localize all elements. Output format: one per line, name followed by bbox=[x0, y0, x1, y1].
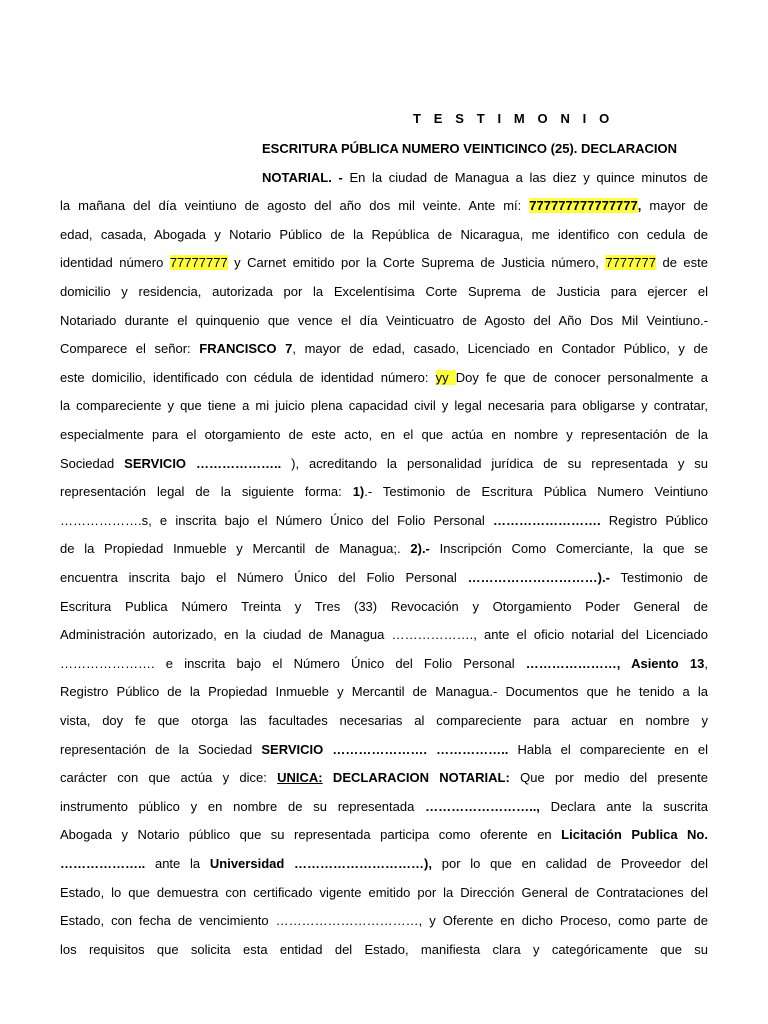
text-segment: ESCRITURA PÚBLICA NUMERO VEINTICINCO (25). DECLARACION bbox=[262, 141, 678, 156]
text-segment: Registro Público bbox=[600, 512, 708, 528]
text-line bbox=[60, 540, 708, 557]
text-segment: los requisitos que solicita esta entidad del Estado, manifiesta clara y categóricamente que su bbox=[60, 941, 708, 957]
text-segment: SERVICIO ……………….. bbox=[124, 455, 292, 471]
text-segment: mayor de bbox=[641, 198, 708, 214]
text-segment: representación de la Sociedad bbox=[60, 741, 262, 757]
text-segment: Estado, con fecha de vencimiento ……………………………, y Oferente en dicho Proceso, como parte de bbox=[60, 913, 708, 929]
text-segment: Escritura Publica Número Treinta y Tres (33) Revocación y Otorgamiento Poder General de bbox=[60, 598, 708, 614]
text-segment: especialmente para el otorgamiento de este acto, en el que actúa en nombre y representación de la bbox=[60, 427, 708, 442]
text-segment: Doy fe que de conocer personalmente a bbox=[455, 369, 708, 385]
text-line bbox=[60, 340, 708, 357]
text-segment: carácter con que actúa y dice: bbox=[60, 770, 278, 786]
text-segment: Declara ante la suscrita bbox=[539, 798, 708, 814]
text-line bbox=[60, 826, 708, 843]
text-segment: de la Propiedad Inmueble y Mercantil de Managua;. bbox=[60, 541, 411, 557]
text-line bbox=[60, 598, 708, 615]
text-line bbox=[60, 483, 708, 500]
text-segment: , bbox=[704, 655, 708, 671]
text-segment: la compareciente y que tiene a mi juicio plena capacidad civil y legal necesaria para obligarse y contratar, bbox=[60, 398, 708, 414]
document-title: T E S T I M O N I O bbox=[413, 111, 614, 126]
text-segment: ……………….s, e inscrita bajo el Número Único del Folio Personal bbox=[60, 512, 493, 528]
text-segment: 1) bbox=[352, 484, 365, 500]
text-segment: UNICA: bbox=[277, 770, 323, 786]
text-line bbox=[60, 569, 708, 586]
text-segment: .- Testimonio de Escritura Pública Numero Veintiuno bbox=[364, 484, 708, 500]
text-line bbox=[60, 912, 708, 929]
text-line bbox=[60, 798, 708, 815]
text-segment: Universidad …………………………), bbox=[209, 856, 432, 871]
text-line bbox=[60, 855, 708, 872]
text-segment: ……………….. bbox=[60, 856, 155, 871]
text-line bbox=[60, 741, 708, 758]
text-segment: Registro Público de la Propiedad Inmueble y Mercantil de Managua.- Documentos que he tenido a la bbox=[60, 684, 708, 700]
text-line bbox=[262, 140, 708, 157]
text-segment: y Carnet emitido por la Corte Suprema de Justicia número, bbox=[227, 255, 606, 271]
text-segment: Estado, lo que demuestra con certificado vigente emitido por la Dirección General de Contrataciones del bbox=[60, 884, 708, 900]
text-segment: instrumento público y en nombre de su representada bbox=[60, 798, 426, 814]
text-segment: NOTARIAL. - bbox=[262, 169, 350, 185]
text-line bbox=[60, 769, 708, 786]
text-segment: Abogada y Notario público que su representada participa como oferente en bbox=[60, 827, 562, 843]
text-line bbox=[60, 254, 708, 271]
text-segment: identidad número bbox=[60, 255, 170, 271]
text-line bbox=[60, 397, 708, 414]
text-line bbox=[60, 655, 708, 672]
text-segment: ), acreditando la personalidad jurídica de su representada y su bbox=[291, 455, 708, 471]
highlighted-field: 7777777 bbox=[605, 255, 656, 271]
text-line bbox=[60, 683, 708, 700]
text-line bbox=[262, 169, 708, 186]
text-segment: SERVICIO …………………. …………….. bbox=[261, 741, 509, 757]
text-segment: Sociedad bbox=[60, 455, 125, 471]
text-segment: FRANCISCO 7 bbox=[199, 341, 293, 357]
text-segment: Comparece el señor: bbox=[60, 341, 200, 357]
text-segment: domicilio y residencia, autorizada por la Excelentísima Corte Suprema de Justicia para ejercer el bbox=[60, 284, 708, 299]
text-segment: …………………. e inscrita bajo el Número Único del Folio Personal bbox=[60, 655, 526, 671]
text-segment: por lo que en calidad de Proveedor del bbox=[432, 856, 708, 871]
text-line bbox=[60, 283, 708, 300]
text-line bbox=[60, 226, 708, 243]
highlighted-field: 777777777777777 bbox=[529, 198, 638, 214]
text-line bbox=[60, 884, 708, 901]
text-line bbox=[60, 712, 708, 729]
text-segment: la mañana del día veintiuno de agosto del año dos mil veinte. Ante mí: bbox=[60, 198, 530, 214]
text-line bbox=[60, 197, 708, 214]
text-segment: representación legal de la siguiente forma: bbox=[60, 484, 353, 500]
text-segment: ante la bbox=[154, 856, 210, 871]
text-segment: Que por medio del presente bbox=[509, 770, 708, 786]
text-line bbox=[60, 455, 708, 472]
text-segment: vista, doy fe que otorga las facultades necesarias al compareciente para actuar en nombre y bbox=[60, 713, 708, 728]
text-segment: …………………………).- bbox=[467, 570, 610, 585]
text-segment: edad, casada, Abogada y Notario Público de la República de Nicaragua, me identifico con cedula de bbox=[60, 226, 708, 242]
text-segment: de este bbox=[656, 255, 708, 271]
text-segment: Testimonio de bbox=[609, 570, 708, 585]
highlighted-field: yy bbox=[435, 369, 456, 385]
text-line bbox=[60, 369, 708, 386]
text-segment: 2).- bbox=[410, 541, 430, 557]
text-segment: ……………………. bbox=[492, 512, 601, 528]
text-segment: Administración autorizado, en la ciudad de Managua ………………., ante el oficio notarial del Licenciado bbox=[60, 627, 708, 643]
text-segment: En la ciudad de Managua a las diez y quince minutos de bbox=[349, 169, 709, 185]
text-line bbox=[60, 941, 708, 958]
text-segment: encuentra inscrita bajo el Número Único del Folio Personal bbox=[60, 570, 468, 585]
highlighted-field: 77777777 bbox=[169, 255, 228, 271]
text-segment: Notariado durante el quinquenio que vence el día Veinticuatro de Agosto del Año Dos Mil Veintiuno.- bbox=[60, 312, 708, 328]
text-segment: DECLARACION NOTARIAL: bbox=[322, 770, 510, 786]
text-segment: Licitación Publica No. bbox=[561, 827, 708, 843]
text-segment: Inscripción Como Comerciante, la que se bbox=[429, 541, 708, 557]
text-line bbox=[60, 626, 708, 643]
text-segment: Habla el compareciente en el bbox=[508, 741, 709, 757]
text-line bbox=[60, 426, 708, 443]
text-segment: , bbox=[637, 198, 642, 214]
text-line bbox=[60, 512, 708, 529]
text-segment: este domicilio, identificado con cédula de identidad número: bbox=[60, 369, 436, 385]
text-segment: …………………….., bbox=[425, 798, 540, 814]
text-line bbox=[60, 312, 708, 329]
text-segment: …………………, Asiento 13 bbox=[525, 655, 705, 671]
text-segment: , mayor de edad, casado, Licenciado en Contador Público, y de bbox=[292, 341, 708, 357]
